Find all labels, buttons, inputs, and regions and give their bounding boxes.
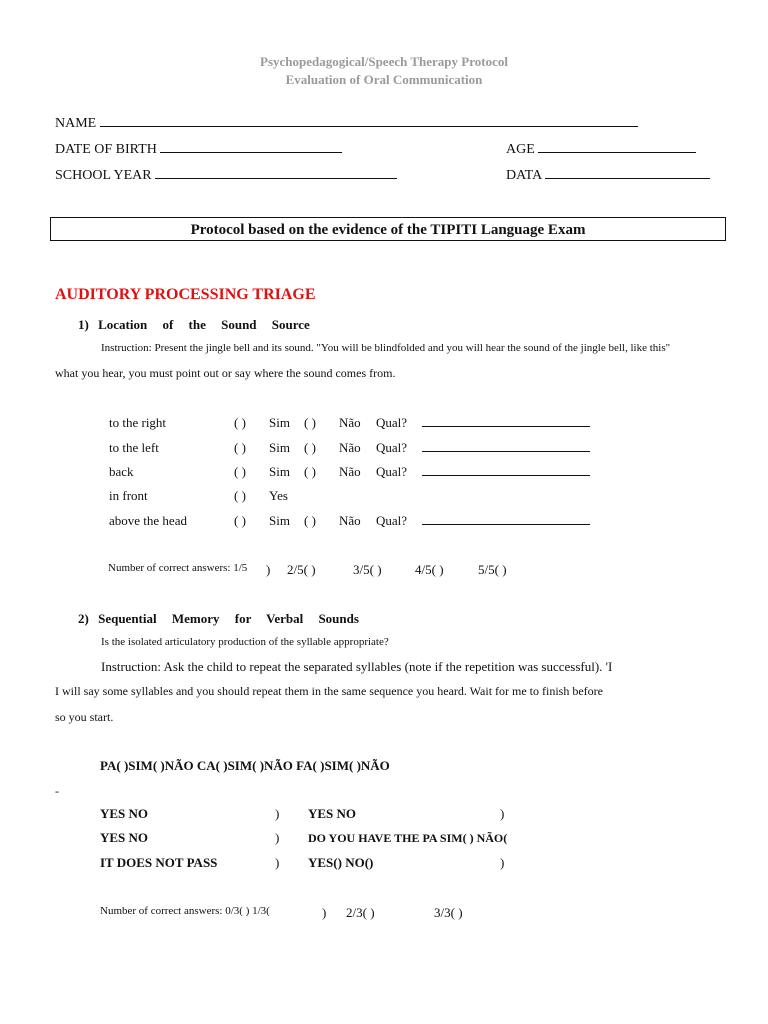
dob-field bbox=[55, 140, 342, 158]
dob-label: DATE OF BIRTH bbox=[55, 142, 157, 157]
data-field bbox=[506, 166, 710, 184]
row-label: back bbox=[109, 464, 134, 479]
q1-score-5of5[interactable]: 5/5( ) bbox=[478, 562, 507, 577]
checkbox-nao[interactable]: ( ) bbox=[304, 440, 316, 455]
name-line bbox=[100, 114, 638, 127]
data-label: DATA bbox=[506, 168, 542, 183]
q2-syllables: PA( )SIM( )NÃO CA( )SIM( )NÃO FA( )SIM( )NÃO bbox=[100, 758, 390, 773]
header-line2: Evaluation of Oral Communication bbox=[285, 72, 483, 87]
q1-score-label: Number of correct answers: 1/5 bbox=[108, 562, 248, 574]
option-sim: Sim bbox=[269, 440, 290, 455]
q2-left-answer: YES NO bbox=[100, 806, 149, 821]
option-nao: Não bbox=[339, 415, 361, 430]
row-label: in front bbox=[109, 488, 148, 503]
q2-score-label: Number of correct answers: 0/3( ) 1/3( bbox=[100, 905, 270, 917]
age-field bbox=[506, 140, 696, 158]
q2-dash: - bbox=[55, 784, 59, 798]
q2-score-3of3[interactable]: 3/3( ) bbox=[434, 905, 463, 920]
school-year-line bbox=[155, 166, 397, 179]
q1-number: 1) bbox=[78, 317, 89, 332]
q2-right-close: ) bbox=[500, 806, 505, 821]
q2-instruction: Instruction: Ask the child to repeat the separated syllables (note if the repetition was successful). 'I bbox=[101, 659, 613, 674]
qual-label: Qual? bbox=[376, 415, 408, 430]
checkbox-nao[interactable]: ( ) bbox=[304, 415, 316, 430]
q2-left-answer: IT DOES NOT PASS bbox=[100, 855, 218, 870]
checkbox-sim[interactable]: ( ) bbox=[234, 440, 246, 455]
q1-score-2of5[interactable]: 2/5( ) bbox=[287, 562, 316, 577]
q1-score-close: ) bbox=[266, 562, 271, 577]
qual-line bbox=[422, 414, 590, 427]
q1-row bbox=[109, 439, 590, 456]
row-label: to the right bbox=[109, 415, 167, 430]
q2-right-close: ) bbox=[500, 855, 505, 870]
q2-left-close: ) bbox=[275, 830, 280, 845]
q1-row bbox=[109, 463, 590, 480]
checkbox-sim[interactable]: ( ) bbox=[234, 415, 246, 430]
checkbox-nao[interactable]: ( ) bbox=[304, 513, 316, 528]
q2-score-close: ) bbox=[322, 905, 327, 920]
q2-heading bbox=[78, 611, 359, 627]
q2-left-close: ) bbox=[275, 855, 280, 870]
q2-right-answer: YES NO bbox=[308, 806, 357, 821]
option-sim: Sim bbox=[269, 464, 290, 479]
checkbox-nao[interactable]: ( ) bbox=[304, 464, 316, 479]
row-label: above the head bbox=[109, 513, 187, 528]
q2-score-2of3[interactable]: 2/3( ) bbox=[346, 905, 375, 920]
age-label: AGE bbox=[506, 142, 535, 157]
header-line1: Psychopedagogical/Speech Therapy Protocol bbox=[260, 54, 508, 69]
q2-question: Is the isolated articulatory production of the syllable appropriate? bbox=[101, 636, 389, 648]
section-title: AUDITORY PROCESSING TRIAGE bbox=[55, 286, 316, 303]
checkbox-sim[interactable]: ( ) bbox=[234, 513, 246, 528]
checkbox-sim[interactable]: ( ) bbox=[234, 464, 246, 479]
q2-instruction2: I will say some syllables and you should repeat them in the same sequence you heard. Wait for me to finish before bbox=[55, 684, 603, 698]
qual-label: Qual? bbox=[376, 513, 408, 528]
qual-line bbox=[422, 439, 590, 452]
qual-label: Qual? bbox=[376, 464, 408, 479]
option-nao: Não bbox=[339, 440, 361, 455]
checkbox-yes[interactable]: ( ) bbox=[234, 488, 246, 503]
q1-row bbox=[109, 512, 590, 529]
q2-left-answer: YES NO bbox=[100, 830, 149, 845]
q2-right-answer: YES() NO() bbox=[308, 855, 374, 870]
qual-label: Qual? bbox=[376, 440, 408, 455]
q1-heading bbox=[78, 317, 310, 333]
protocol-title: Protocol based on the evidence of the TIPITI Language Exam bbox=[50, 217, 726, 241]
option-sim: Sim bbox=[269, 513, 290, 528]
qual-line bbox=[422, 463, 590, 476]
q1-instruction2: what you hear, you must point out or say where the sound comes from. bbox=[55, 366, 396, 380]
row-label: to the left bbox=[109, 440, 159, 455]
q2-title: Sequential Memory for Verbal Sounds bbox=[98, 611, 359, 626]
q2-instruction3: so you start. bbox=[55, 710, 114, 724]
name-field bbox=[55, 114, 638, 132]
q1-instruction: Instruction: Present the jingle bell and its sound. "You will be blindfolded and you will hear the sound of the jingle bell, like this" bbox=[101, 342, 671, 354]
option-nao: Não bbox=[339, 513, 361, 528]
q1-score-4of5[interactable]: 4/5( ) bbox=[415, 562, 444, 577]
q2-left-close: ) bbox=[275, 806, 280, 821]
q2-right-answer: DO YOU HAVE THE PA SIM( ) NÃO( bbox=[308, 831, 508, 845]
age-line bbox=[538, 140, 696, 153]
option-sim: Sim bbox=[269, 415, 290, 430]
q2-number: 2) bbox=[78, 611, 89, 626]
option-yes: Yes bbox=[269, 488, 288, 503]
q1-title: Location of the Sound Source bbox=[98, 317, 310, 332]
q1-score-3of5[interactable]: 3/5( ) bbox=[353, 562, 382, 577]
data-line bbox=[545, 166, 710, 179]
dob-line bbox=[160, 140, 342, 153]
option-nao: Não bbox=[339, 464, 361, 479]
school-year-label: SCHOOL YEAR bbox=[55, 168, 152, 183]
q1-row bbox=[109, 414, 590, 431]
school-year-field bbox=[55, 166, 397, 184]
q1-row bbox=[109, 488, 304, 504]
name-label: NAME bbox=[55, 116, 97, 131]
qual-line bbox=[422, 512, 590, 525]
